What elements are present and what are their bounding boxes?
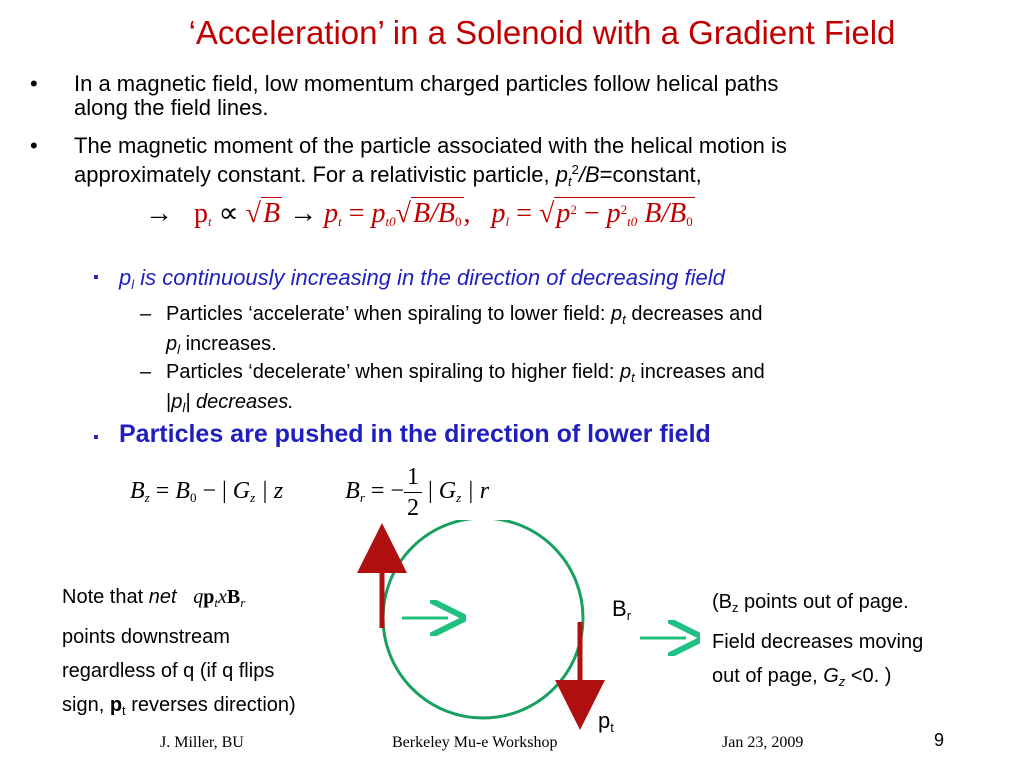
eq-sign: = − bbox=[364, 478, 404, 505]
fraction bbox=[404, 462, 422, 523]
sqrt-term: √B bbox=[245, 198, 281, 229]
symbol-p: p bbox=[171, 391, 183, 413]
text-run: decreases and bbox=[625, 303, 763, 325]
eq-var: B bbox=[345, 478, 360, 505]
subbullet-text bbox=[119, 266, 725, 297]
square-bullet-icon: ▪ bbox=[93, 429, 99, 446]
eq-sub: t bbox=[208, 214, 212, 229]
eq-op: | bbox=[421, 478, 439, 505]
eq-var: B/B bbox=[644, 198, 687, 229]
eq-var: p bbox=[203, 586, 215, 608]
subscript: t bbox=[622, 312, 626, 327]
superscript: 2 bbox=[571, 162, 579, 177]
equation-field-components bbox=[130, 462, 489, 523]
eq-var: | r bbox=[461, 478, 490, 505]
label-br bbox=[612, 596, 631, 623]
eq-sub: r bbox=[240, 595, 246, 610]
eq-var: x bbox=[217, 586, 227, 608]
text-run: reverses direction) bbox=[125, 694, 296, 716]
text-run: <0. ) bbox=[845, 665, 892, 687]
subbullet-text: Particles are pushed in the direction of lower field bbox=[119, 420, 711, 448]
dash-line bbox=[166, 390, 765, 420]
dash-line bbox=[166, 332, 763, 362]
eq-sub: l bbox=[505, 214, 510, 229]
square-bullet-icon: ▪ bbox=[93, 269, 99, 286]
bullet-magnetic-moment bbox=[30, 133, 1010, 189]
subscript: t bbox=[568, 174, 572, 189]
eq-var: B/B bbox=[413, 198, 456, 229]
dash-accelerate bbox=[140, 302, 1000, 357]
text-run: Note that bbox=[62, 586, 149, 608]
bullet-text-line: along the field lines. bbox=[74, 95, 269, 120]
bullet-text-line: The magnetic moment of the particle associated with the helical motion is bbox=[74, 133, 787, 158]
fraction-numerator: 1 bbox=[404, 462, 422, 493]
eq-sub: 0 bbox=[455, 214, 462, 229]
label-sub: t bbox=[610, 720, 614, 735]
note-bz-direction bbox=[712, 585, 1012, 699]
slide-title: ‘Acceleration’ in a Solenoid with a Gradient Field bbox=[188, 14, 896, 51]
equation-momentum bbox=[145, 196, 695, 230]
arrow-symbol: → bbox=[145, 198, 173, 229]
label-base: B bbox=[612, 596, 627, 621]
dash-line bbox=[166, 302, 763, 332]
text-run: increases and bbox=[634, 361, 765, 383]
subscript: l bbox=[131, 277, 135, 292]
eq-comma: , bbox=[463, 198, 471, 229]
text-run: Particles ‘decelerate’ when spiraling to higher field: bbox=[166, 361, 620, 383]
label-base: p bbox=[598, 708, 611, 733]
eq-sign: = bbox=[348, 198, 365, 229]
eq-var: p bbox=[556, 198, 571, 229]
dash-decelerate bbox=[140, 360, 1000, 415]
eq-sub: z bbox=[250, 490, 256, 506]
dash-marker: – bbox=[140, 361, 152, 383]
eq-var: p bbox=[194, 198, 208, 229]
note-line: Field decreases moving bbox=[712, 631, 924, 653]
eq-var: B bbox=[130, 478, 145, 505]
text-run: sign, bbox=[62, 694, 110, 716]
bullet-marker: • bbox=[30, 133, 38, 158]
eq-op: − | bbox=[196, 478, 233, 505]
eq-sub: 0 bbox=[686, 214, 693, 229]
eq-var: B bbox=[263, 198, 281, 229]
subbullet-pushed-lower-field bbox=[93, 422, 993, 452]
eq-var: | z bbox=[255, 478, 284, 505]
bullet-marker: • bbox=[30, 71, 38, 96]
dash-line bbox=[166, 360, 765, 390]
eq-sub: z bbox=[144, 490, 150, 506]
subscript: t bbox=[631, 370, 635, 385]
eq-term bbox=[194, 198, 212, 229]
eq-sub: z bbox=[456, 490, 462, 506]
symbol-p: p bbox=[109, 694, 123, 716]
text-run: is continuously increasing in the direction of decreasing field bbox=[134, 265, 725, 290]
eq-sub: t bbox=[214, 595, 218, 610]
symbol-b: /B bbox=[578, 162, 600, 187]
symbol-p: p bbox=[166, 333, 178, 355]
fraction-denominator: 2 bbox=[406, 495, 419, 521]
symbol-g: G bbox=[823, 665, 839, 687]
helix-cross-section-diagram bbox=[340, 520, 700, 740]
footer-event: Berkeley Mu-e Workshop bbox=[392, 734, 558, 751]
eq-var: p bbox=[606, 198, 621, 229]
subscript: z bbox=[732, 600, 739, 615]
eq-sub: 0 bbox=[189, 490, 197, 506]
eq-var: p bbox=[324, 198, 339, 229]
label-pt bbox=[598, 708, 614, 735]
eq-sup: 2 bbox=[570, 202, 577, 217]
note-net-force bbox=[62, 580, 382, 728]
symbol-p: p bbox=[119, 265, 132, 290]
text-run: | bbox=[166, 391, 172, 413]
note-line bbox=[712, 659, 1012, 699]
propto-symbol: ∝ bbox=[218, 198, 239, 229]
bullet-text-line bbox=[74, 158, 1014, 194]
subscript: l bbox=[182, 400, 186, 415]
subbullet-pl-increasing bbox=[93, 266, 993, 292]
text-run: | decreases. bbox=[185, 391, 294, 413]
eq-var: B bbox=[226, 586, 241, 608]
eq-sub: t bbox=[338, 214, 342, 229]
eq-sign: = bbox=[516, 198, 532, 229]
eq-var: G bbox=[232, 478, 251, 505]
footer-author: J. Miller, BU bbox=[160, 734, 244, 751]
eq-sign: = bbox=[149, 478, 176, 505]
label-sub: r bbox=[626, 608, 632, 623]
eq-var: p bbox=[491, 198, 506, 229]
page-number: 9 bbox=[934, 730, 945, 750]
eq-var: q bbox=[193, 586, 204, 608]
note-line bbox=[62, 688, 382, 728]
text-run: out of page, bbox=[712, 665, 824, 687]
note-line: regardless of q (if q flips bbox=[62, 660, 275, 682]
sqrt-body bbox=[411, 197, 464, 229]
symbol-p: p bbox=[619, 361, 632, 383]
note-line bbox=[712, 585, 1012, 625]
eq-var: B bbox=[175, 478, 190, 505]
sqrt-body bbox=[554, 197, 694, 229]
eq-pl-relation: $p_l = √p^2 - p^2_{t0}$ $B/B_0$ bbox=[491, 198, 693, 229]
subscript: l bbox=[177, 342, 181, 357]
text-run: Particles ‘accelerate’ when spiraling to lower field: bbox=[166, 303, 612, 325]
eq-sup: 2 bbox=[620, 202, 628, 217]
text-run: points out of page. bbox=[738, 591, 909, 613]
eq-var: G bbox=[438, 478, 457, 505]
eq-sub: r bbox=[359, 490, 365, 506]
text-run: approximately constant. For a relativistic particle, bbox=[74, 162, 556, 187]
eq-minus: − bbox=[583, 198, 600, 229]
subscript: z bbox=[838, 674, 846, 689]
text-run: increases. bbox=[180, 333, 277, 355]
subscript: t bbox=[122, 703, 126, 718]
eq-pt-relation: $p_t = p_{t0}√B/B_0$, bbox=[324, 198, 471, 229]
bullet-text-line: In a magnetic field, low momentum charged particles follow helical paths bbox=[74, 71, 779, 96]
eq-sub: t0 bbox=[627, 214, 638, 229]
dash-marker: – bbox=[140, 303, 152, 325]
text-run: net bbox=[148, 586, 177, 608]
note-line bbox=[62, 580, 382, 620]
symbol-p: p bbox=[611, 303, 623, 325]
arrow-symbol: → bbox=[289, 198, 318, 229]
force-expression bbox=[193, 586, 245, 608]
text-run: =constant, bbox=[599, 162, 702, 187]
symbol-p: p bbox=[555, 162, 568, 187]
note-line: points downstream bbox=[62, 626, 230, 648]
footer-date: Jan 23, 2009 bbox=[722, 734, 804, 751]
text-run: (B bbox=[712, 591, 732, 613]
bullet-helical-paths bbox=[30, 72, 1010, 122]
eq-sub: t0 bbox=[385, 214, 396, 229]
eq-var: p bbox=[371, 198, 386, 229]
